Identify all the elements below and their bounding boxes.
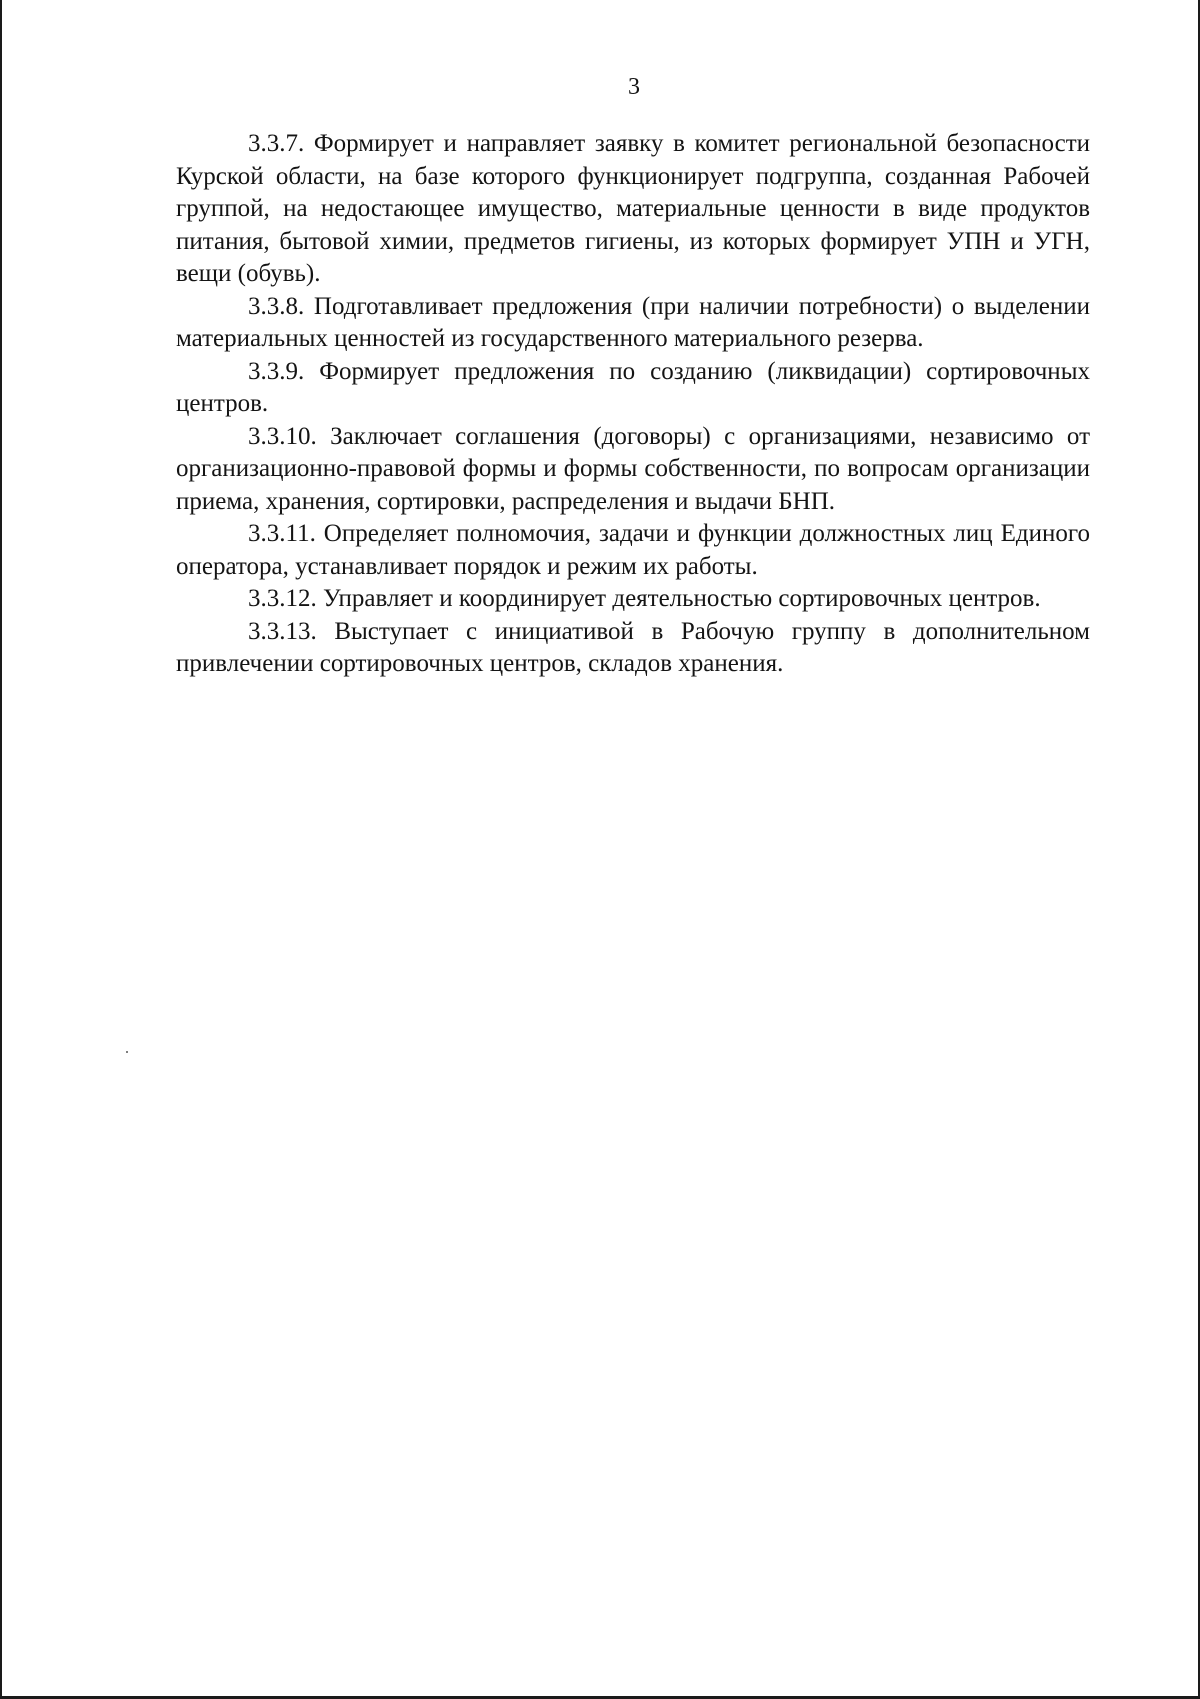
paragraph-3-3-13: 3.3.13. Выступает с инициативой в Рабочую группу в дополнительном привлечении сортировочных центров, складов хранения.	[176, 617, 1090, 677]
page-number: 3	[628, 74, 640, 100]
paragraph-3-3-12: 3.3.12. Управляет и координирует деятельностью сортировочных центров.	[248, 585, 1041, 612]
document-body	[176, 128, 1090, 681]
scan-speck	[126, 1051, 128, 1053]
paragraph-3-3-8: 3.3.8. Подготавливает предложения (при наличии потребности) о выделении материальных ценностей из государственного материального резерва.	[176, 292, 1090, 352]
paragraph-3-3-9: 3.3.9. Формирует предложения по созданию (ликвидации) сортировочных центров.	[176, 357, 1090, 417]
paragraph-3-3-11: 3.3.11. Определяет полномочия, задачи и функции должностных лиц Единого оператора, устанавливает порядок и режим их работы.	[176, 520, 1090, 580]
scan-border-left	[0, 0, 2, 1699]
paragraph-3-3-10: 3.3.10. Заключает соглашения (договоры) с организациями, независимо от организационно-правовой формы и формы собственности, по вопросам организации приема, хранения, сортировки, распределения и выдачи БНП.	[176, 422, 1090, 515]
paragraph-3-3-7: 3.3.7. Формирует и направляет заявку в комитет региональной безопасности Курской области, на базе которого функционирует подгруппа, созданная Рабочей группой, на недостающее имущество, материальные ценности в виде продуктов питания, бытовой химии, предметов гигиены, из которых формирует УПН и УГН, вещи (обувь).	[176, 130, 1090, 287]
